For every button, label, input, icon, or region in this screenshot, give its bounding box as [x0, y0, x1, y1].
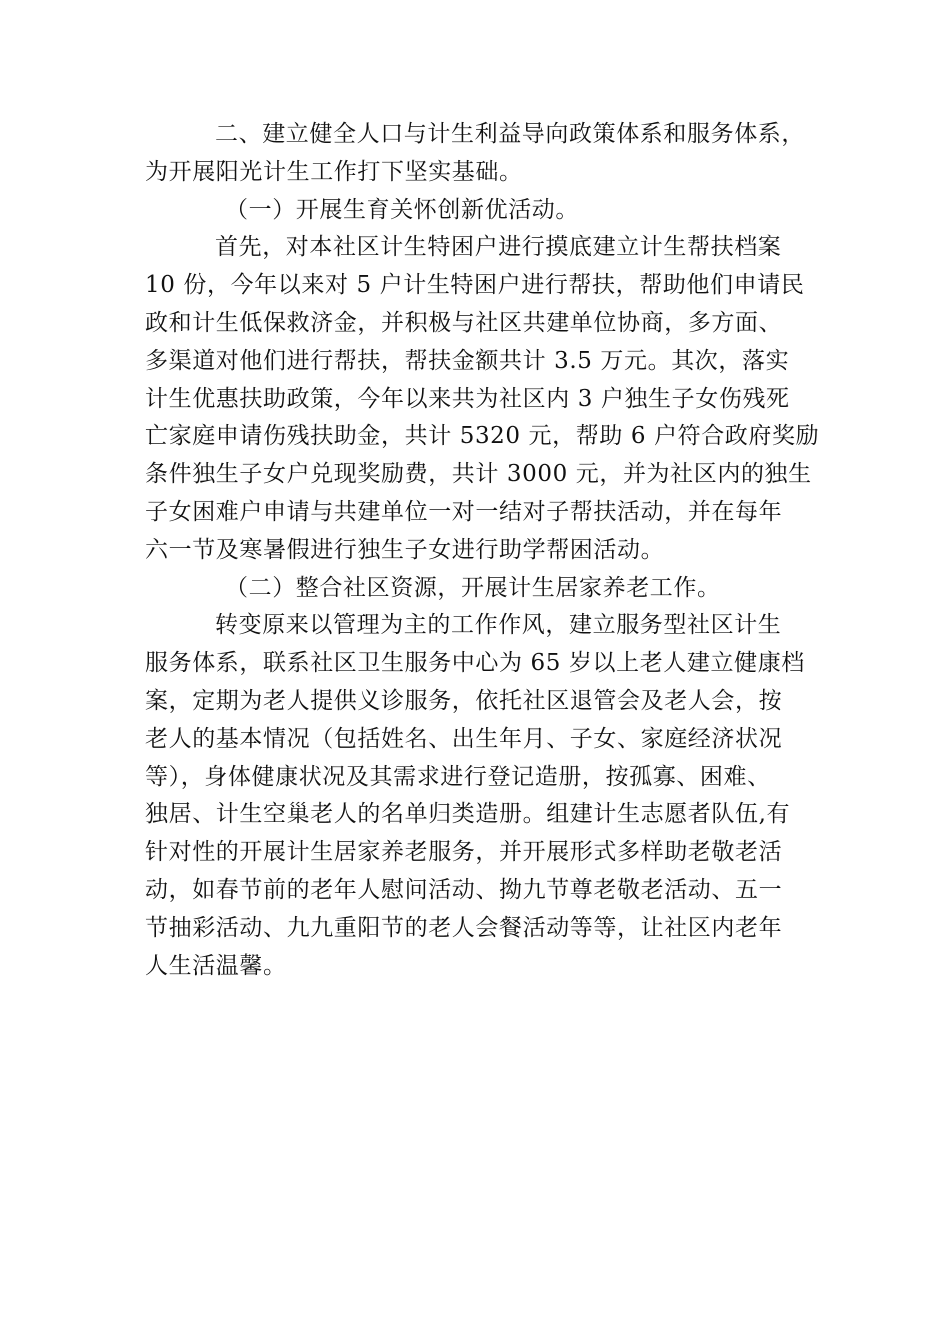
text-line: （二）整合社区资源，开展计生居家养老工作。 — [225, 574, 721, 601]
subsection-two-heading — [145, 570, 805, 608]
text-line: 人生活温馨。 — [145, 952, 287, 979]
subsection-two-body — [145, 607, 805, 985]
text-line: 案，定期为老人提供义诊服务，依托社区退管会及老人会，按 — [145, 687, 783, 714]
subsection-one-body — [145, 229, 820, 569]
text-line: 服务体系，联系社区卫生服务中心为 65 岁以上老人建立健康档 — [145, 650, 805, 677]
text-line: 针对性的开展计生居家养老服务，并开展形式多样助老敬老活 — [145, 839, 783, 866]
text-line: 二、建立健全人口与计生利益导向政策体系和服务体系， — [215, 121, 805, 147]
text-line: 老人的基本情况（包括姓名、出生年月、子女、家庭经济状况 — [145, 725, 783, 752]
text-line: 政和计生低保救济金，并积极与社区共建单位协商，多方面、 — [145, 309, 783, 336]
document-body — [145, 116, 820, 985]
text-line: 亡家庭申请伤残扶助金，共计 5320 元，帮助 6 户符合政府奖励 — [145, 423, 820, 450]
text-line: 多渠道对他们进行帮扶，帮扶金额共计 3.5 万元。其次，落实 — [145, 347, 790, 374]
text-line: 六一节及寒暑假进行独生子女进行助学帮困活动。 — [145, 536, 665, 563]
text-line: 节抽彩活动、九九重阳节的老人会餐活动等等，让社区内老年 — [145, 914, 783, 941]
text-line: （一）开展生育关怀创新优活动。 — [225, 196, 579, 223]
text-line: 条件独生子女户兑现奖励费，共计 3000 元，并为社区内的独生 — [145, 461, 812, 488]
text-line: 转变原来以管理为主的工作作风，建立服务型社区计生 — [215, 612, 782, 639]
text-line: 独居、计生空巢老人的名单归类造册。组建计生志愿者队伍,有 — [145, 801, 791, 828]
text-line: 为开展阳光计生工作打下坚实基础。 — [145, 158, 523, 185]
subsection-one-heading — [145, 192, 805, 230]
section-two-heading — [145, 116, 805, 192]
text-line: 动，如春节前的老年人慰问活动、拗九节尊老敬老活动、五一 — [145, 876, 783, 903]
text-line: 计生优惠扶助政策，今年以来共为社区内 3 户独生子女伤残死 — [145, 385, 790, 412]
text-line: 子女困难户申请与共建单位一对一结对子帮扶活动，并在每年 — [145, 498, 783, 525]
text-line: 10 份，今年以来对 5 户计生特困户进行帮扶，帮助他们申请民 — [145, 272, 805, 299]
text-line: 等），身体健康状况及其需求进行登记造册，按孤寡、困难、 — [145, 763, 771, 790]
text-line: 首先，对本社区计生特困户进行摸底建立计生帮扶档案 — [215, 234, 782, 261]
